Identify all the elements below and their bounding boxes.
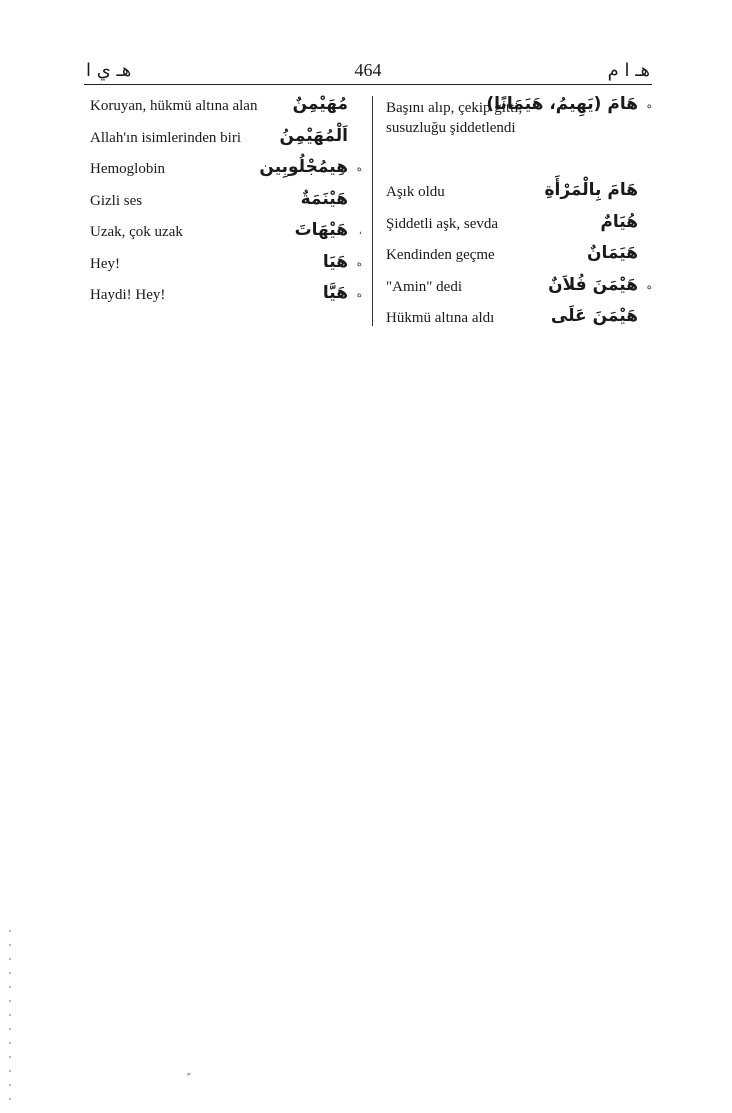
column-divider [372, 96, 373, 326]
dictionary-entry [90, 124, 362, 156]
entry-arabic: هَيْنَمَةٌ [300, 188, 348, 209]
entry-arabic: هَيْمَنَ عَلَى [550, 306, 638, 326]
entry-mark: ه [646, 100, 652, 111]
scan-margin-marks [9, 930, 11, 1100]
entry-mark: ه [646, 280, 652, 292]
entry-mark: ه [356, 289, 362, 300]
entry-translation: Şiddetli aşk, sevda [386, 215, 499, 232]
page-number: 464 [354, 60, 382, 80]
dictionary-entry [386, 210, 652, 242]
dictionary-entry [386, 273, 652, 305]
entry-arabic: هُيَامٌ [600, 211, 638, 232]
right-column [386, 92, 652, 336]
entry-translation: Gizli ses [90, 192, 143, 209]
entry-arabic: هَيَّا [322, 283, 348, 303]
dictionary-entry [90, 92, 362, 124]
dictionary-entry [90, 155, 362, 187]
dictionary-entry [386, 92, 652, 178]
entry-arabic: هَامَ بِالْمَرْأَةِ [544, 180, 638, 200]
entry-arabic: هَامَ (يَهِيمُ، هَيَمَانًا) [486, 94, 638, 114]
entry-arabic: هِيمُجْلُوبِين [259, 157, 348, 177]
entry-arabic: مُهَيْمِنٌ [292, 94, 348, 114]
entry-translation: Hemoglobin [90, 161, 165, 177]
dictionary-entry [90, 187, 362, 219]
entry-translation: "Amin" dedi [386, 278, 462, 295]
dictionary-entry [386, 241, 652, 273]
dictionary-entry [90, 218, 362, 250]
header-left-letters: هـ ي ا [86, 60, 132, 81]
page-header [84, 58, 652, 85]
entry-translation: Koruyan, hükmü altına alan [90, 98, 258, 114]
entry-arabic: هَيَمَانٌ [586, 243, 638, 263]
entry-mark: ه [356, 163, 362, 174]
entry-translation: Allah'ın isimlerinden biri [90, 129, 242, 146]
dictionary-entry [90, 281, 362, 313]
entry-arabic: اَلْمُهَيْمِنُ [279, 125, 348, 146]
entry-translation: Uzak, çok uzak [90, 224, 183, 240]
dictionary-entry [386, 304, 652, 336]
entry-arabic: هَيْمَنَ فُلاَنٌ [548, 274, 638, 295]
entry-translation: Aşık oldu [386, 184, 445, 200]
entry-translation: Kendinden geçme [386, 247, 495, 263]
entry-arabic: هَيْهَاتَ [294, 220, 348, 240]
entry-translation: Hey! [90, 255, 120, 272]
header-right-letters: هـ ا م [607, 60, 650, 81]
entry-arabic: هَيَا [322, 251, 348, 272]
entry-translation: Başını alıp, çekip gitti, susuzluğu şiddetlendi [386, 100, 523, 136]
left-column [90, 92, 362, 313]
entry-mark: ه [356, 257, 362, 269]
entry-mark: ، [358, 226, 362, 237]
dictionary-entry [386, 178, 652, 210]
entry-translation: Hükmü altına aldı [386, 310, 495, 326]
dictionary-entry [90, 250, 362, 282]
entry-translation: Haydi! Hey! [90, 287, 166, 303]
